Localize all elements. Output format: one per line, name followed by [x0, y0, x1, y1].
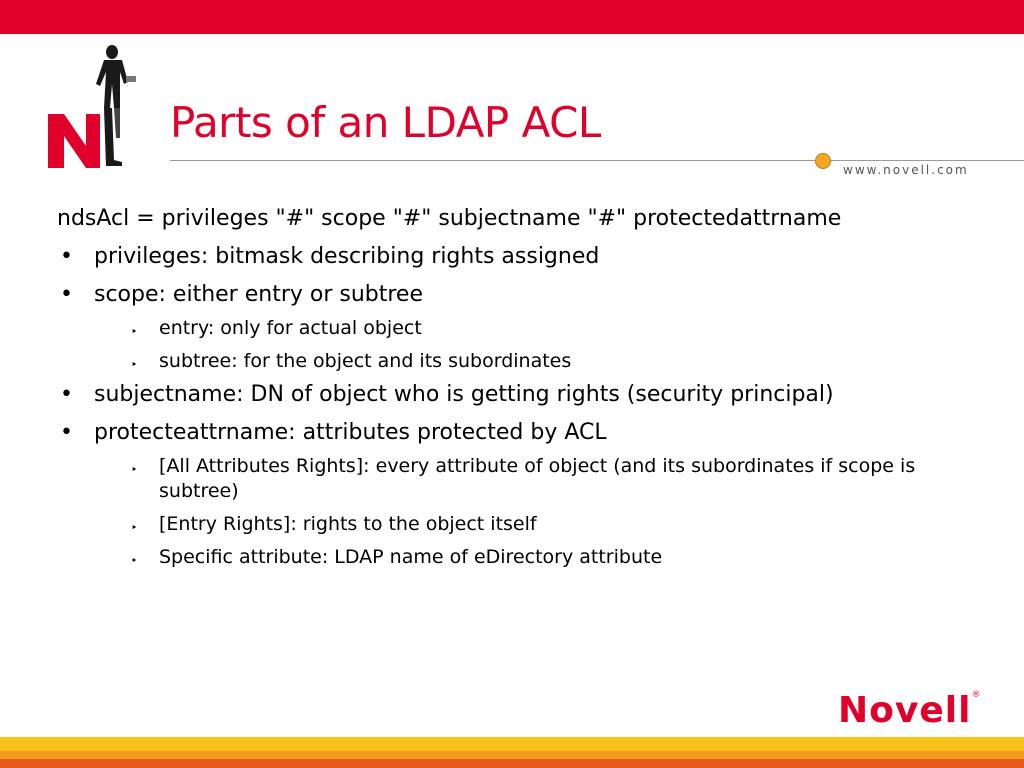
- triangle-right-icon: ‣: [131, 554, 138, 567]
- bullet-dot-icon: •: [60, 382, 73, 407]
- bullet-text: protecteattrname: attributes protected by ACL: [94, 420, 607, 445]
- sub-bullet-text: [Entry Rights]: rights to the object itself: [159, 513, 537, 535]
- slide-title: Parts of an LDAP ACL: [170, 98, 601, 147]
- bullet-dot-icon: •: [60, 244, 73, 269]
- triangle-right-icon: ‣: [131, 358, 138, 371]
- bottom-stripe-red-orange: [0, 759, 1024, 768]
- sub-bullet-item: [57, 316, 977, 341]
- sub-bullet-item: [57, 454, 977, 504]
- sub-bullet-text: subtree: for the object and its subordinates: [159, 350, 572, 372]
- acl-formula: ndsAcl = privileges "#" scope "#" subjectname "#" protectedattrname: [57, 206, 842, 231]
- triangle-right-icon: ‣: [131, 325, 138, 338]
- top-red-bar: [0, 0, 1024, 34]
- sub-bullet-text: entry: only for actual object: [159, 317, 422, 339]
- bullet-dot-icon: •: [60, 420, 73, 445]
- bottom-stripe-orange: [0, 751, 1024, 759]
- bullet-text: subjectname: DN of object who is getting rights (security principal): [94, 382, 834, 407]
- sub-bullet-item: [57, 545, 977, 570]
- triangle-right-icon: ‣: [131, 463, 138, 476]
- orange-dot-icon: [815, 153, 831, 169]
- url-divider-line: [831, 160, 1024, 161]
- novell-n-logo: [40, 42, 150, 172]
- triangle-right-icon: ‣: [131, 521, 138, 534]
- bullet-text: privileges: bitmask describing rights assigned: [94, 244, 600, 269]
- bullet-text: scope: either entry or subtree: [94, 282, 424, 307]
- bullet-item: [57, 378, 977, 412]
- sub-bullet-text: [All Attributes Rights]: every attribute of object (and its subordinates if scope is subtree): [159, 455, 916, 502]
- novell-wordmark-logo: [838, 690, 981, 731]
- figure-illustration: [96, 45, 136, 166]
- title-divider-line: [170, 160, 824, 161]
- bullet-item: [57, 240, 977, 274]
- bullet-item: [57, 278, 977, 312]
- n-letter-shape: [48, 114, 100, 168]
- bullet-item: [57, 416, 977, 450]
- registered-mark: ®: [971, 690, 982, 700]
- website-url: www.novell.com: [843, 163, 969, 177]
- bullet-dot-icon: •: [60, 282, 73, 307]
- logo-text: Novell: [838, 690, 972, 731]
- sub-bullet-item: [57, 512, 977, 537]
- bottom-stripe-yellow: [0, 737, 1024, 751]
- sub-bullet-text: Specific attribute: LDAP name of eDirectory attribute: [159, 546, 663, 568]
- sub-bullet-item: [57, 349, 977, 374]
- slide-body: [57, 202, 977, 570]
